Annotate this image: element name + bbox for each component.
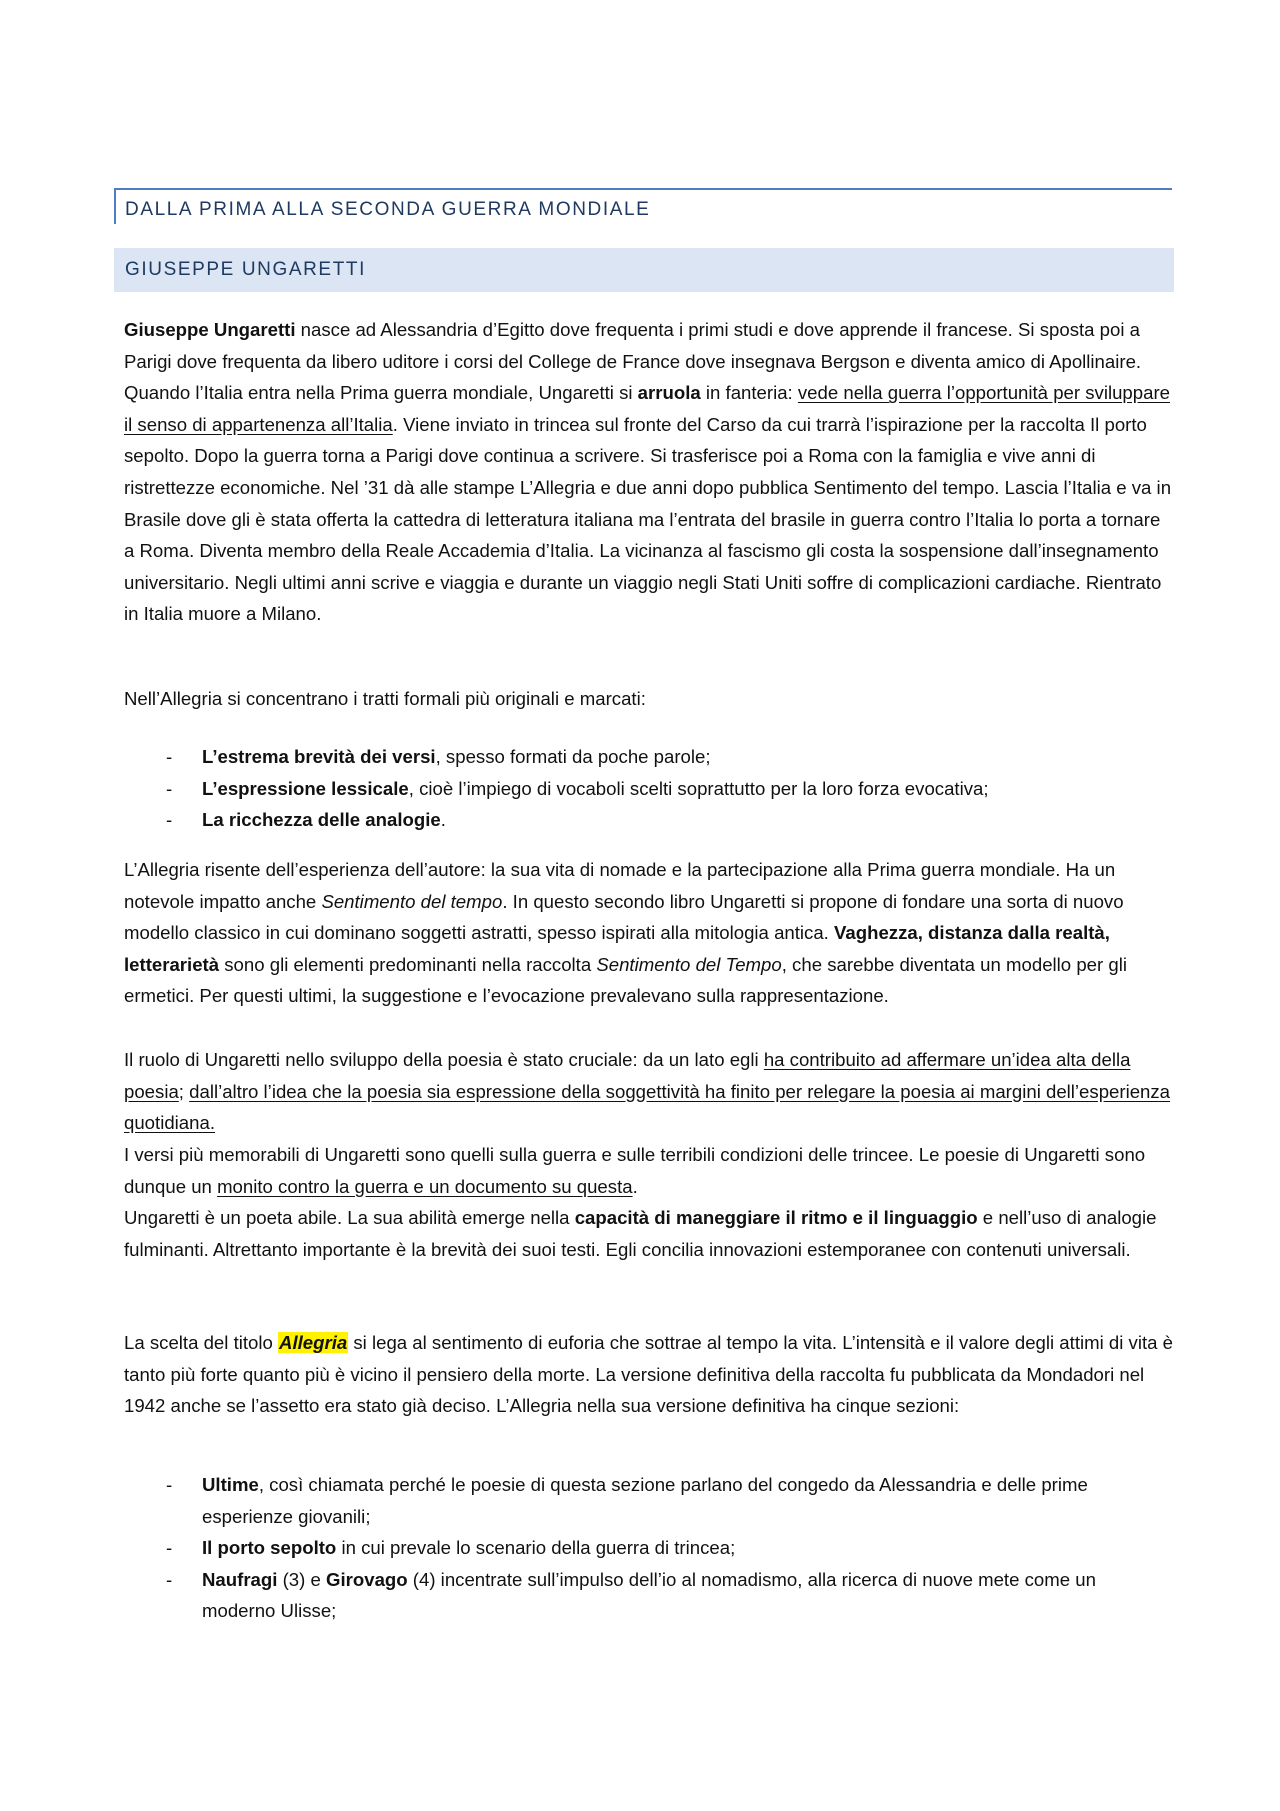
bold-text: arruola <box>637 382 701 404</box>
paragraph-intro-list <box>124 683 1174 715</box>
text: . In questo secondo libro Ungaretti si propone di fondare una sorta di nuovo modello classico in cui dominano soggetti astratti, spesso ispirati alla mitologia antica. <box>124 890 1124 944</box>
bold-text: Vaghezza, distanza dalla realtà, letterarietà <box>124 922 1110 975</box>
text: Nell’Allegria si concentrano i tratti formali più originali e marcati: <box>124 688 646 709</box>
bold-text: La ricchezza delle analogie <box>202 809 441 831</box>
text: . Viene inviato in trincea sul fronte del Carso da cui trarrà l’ispirazione per la raccolta Il porto sepolto. Dopo la guerra torna a Parigi dove continua a scrivere. Si trasferisce poi a Roma con la famiglia e vive anni di ristrettezze economiche. Nel ’31 dà alle stampe L’Allegria e due anni dopo pubblica Sentimento del tempo. Lascia l’Italia e va in Brasile dove gli è stata offerta la cattedra di letteratura italiana ma l’entrata del brasile in guerra contro l’Italia lo porta a tornare a Roma. Diventa membro della Reale Accademia d’Italia. La vicinanza al fascismo gli costa la sospensione dall’insegnamento universitario. Negli ultimi anni scrive e viaggia e durante un viaggio negli Stati Uniti soffre di complicazioni cardiache. Rientrato in Italia muore a Milano. <box>124 413 1172 625</box>
list-item <box>124 773 1174 805</box>
text: , spesso formati da poche parole; <box>435 746 711 767</box>
text: in cui prevale lo scenario della guerra di trincea; <box>336 1537 736 1559</box>
list-item <box>124 1469 1174 1532</box>
underlined-text: monito contro la guerra e un documento su questa <box>217 1175 633 1197</box>
text: L’Allegria risente dell’esperienza dell’autore: la sua vita di nomade e la partecipazione alla Prima guerra mondiale. Ha un notevole impatto anche <box>124 859 1116 912</box>
underlined-text: vede nella guerra l’opportunità per sviluppare il senso di appartenenza all’Italia <box>124 382 1170 435</box>
text: , che sarebbe diventata un modello per gli ermetici. Per questi ultimi, la suggestione e l’evocazione prevalevano sulla rappresentazione. <box>124 953 1127 1007</box>
text: I versi più memorabili di Ungaretti sono quelli sulla guerra e sulle terribili condizioni delle trincee. Le poesie di Ungaretti sono dunque un <box>124 1144 1146 1197</box>
highlighted-text: Allegria <box>279 1332 348 1353</box>
text: . <box>440 809 446 831</box>
bold-text: Ultime <box>202 1474 259 1495</box>
text: , cioè l’impiego di vocaboli scelti soprattutto per la loro forza evocativa; <box>408 777 989 799</box>
bold-text: Giuseppe Ungaretti <box>124 319 296 340</box>
text: Il ruolo di Ungaretti nello sviluppo della poesia è stato cruciale: da un lato egli <box>124 1049 764 1070</box>
text: (4) incentrate sull’impulso dell’io al nomadismo, alla ricerca di nuove mete come un moderno Ulisse; <box>202 1568 1096 1622</box>
list-item <box>124 1532 1174 1564</box>
paragraph-ability <box>124 1202 1174 1265</box>
list-formal-traits <box>124 741 1174 836</box>
bold-text: capacità di maneggiare il ritmo e il linguaggio <box>574 1207 978 1228</box>
italic-text: Sentimento del tempo <box>321 890 503 912</box>
text: ; <box>178 1080 190 1102</box>
italic-text: Sentimento del Tempo <box>596 953 782 975</box>
bold-text: Naufragi <box>202 1568 278 1590</box>
paragraph-war-verses <box>124 1139 1174 1202</box>
text: . <box>632 1175 638 1197</box>
bold-text: Il porto sepolto <box>202 1537 337 1559</box>
list-item <box>124 1564 1174 1627</box>
text: nasce ad Alessandria d’Egitto dove frequenta i primi studi e dove apprende il francese. Si sposta poi a Parigi dove frequenta da libero uditore i corsi del College de France dove insegnava Bergson e diventa amico di Apollinaire. Quando l’Italia entra nella Prima guerra mondiale, Ungaretti si <box>124 319 1142 404</box>
text: sono gli elementi predominanti nella raccolta <box>219 953 597 975</box>
paragraph-biography <box>124 314 1174 630</box>
text: si lega al sentimento di euforia che sottrae al tempo la vita. L’intensità e il valore degli attimi di vita è tanto più forte quanto più è vicino il pensiero della morte. La versione definitiva della raccolta fu pubblicata da Mondadori nel 1942 anche se l’assetto era stato già deciso. L’Allegria nella sua versione definitiva ha cinque sezioni: <box>124 1332 1173 1417</box>
section-heading: DALLA PRIMA ALLA SECONDA GUERRA MONDIALE <box>114 188 1172 224</box>
text: (3) e <box>277 1568 326 1590</box>
bold-text: L’estrema brevità dei versi <box>202 746 436 767</box>
paragraph-title-choice <box>124 1327 1174 1422</box>
text: in fanteria: <box>700 382 798 404</box>
paragraph-role <box>124 1044 1174 1139</box>
bold-text: L’espressione lessicale <box>202 777 409 799</box>
text: e nell’uso di analogie fulminanti. Altrettanto importante è la brevità dei suoi testi. Egli concilia innovazioni estemporanee con contenuti universali. <box>124 1207 1157 1260</box>
underlined-text: dall’altro l’idea che la poesia sia espressione della soggettività ha finito per relegare la poesia ai margini dell’esperienza quotidiana. <box>124 1080 1171 1134</box>
subsection-heading: GIUSEPPE UNGARETTI <box>114 248 1174 292</box>
list-item <box>124 804 1174 836</box>
underlined-text: ha contribuito ad affermare un’idea alta della poesia <box>124 1049 1131 1102</box>
text: La scelta del titolo <box>124 1332 279 1353</box>
list-sections <box>124 1469 1174 1627</box>
paragraph-allegria <box>124 854 1174 1012</box>
text: Ungaretti è un poeta abile. La sua abilità emerge nella <box>124 1207 575 1228</box>
list-item <box>124 741 1174 773</box>
bold-text: Girovago <box>326 1568 408 1590</box>
text: , così chiamata perché le poesie di questa sezione parlano del congedo da Alessandria e delle prime esperienze giovanili; <box>202 1474 1088 1527</box>
